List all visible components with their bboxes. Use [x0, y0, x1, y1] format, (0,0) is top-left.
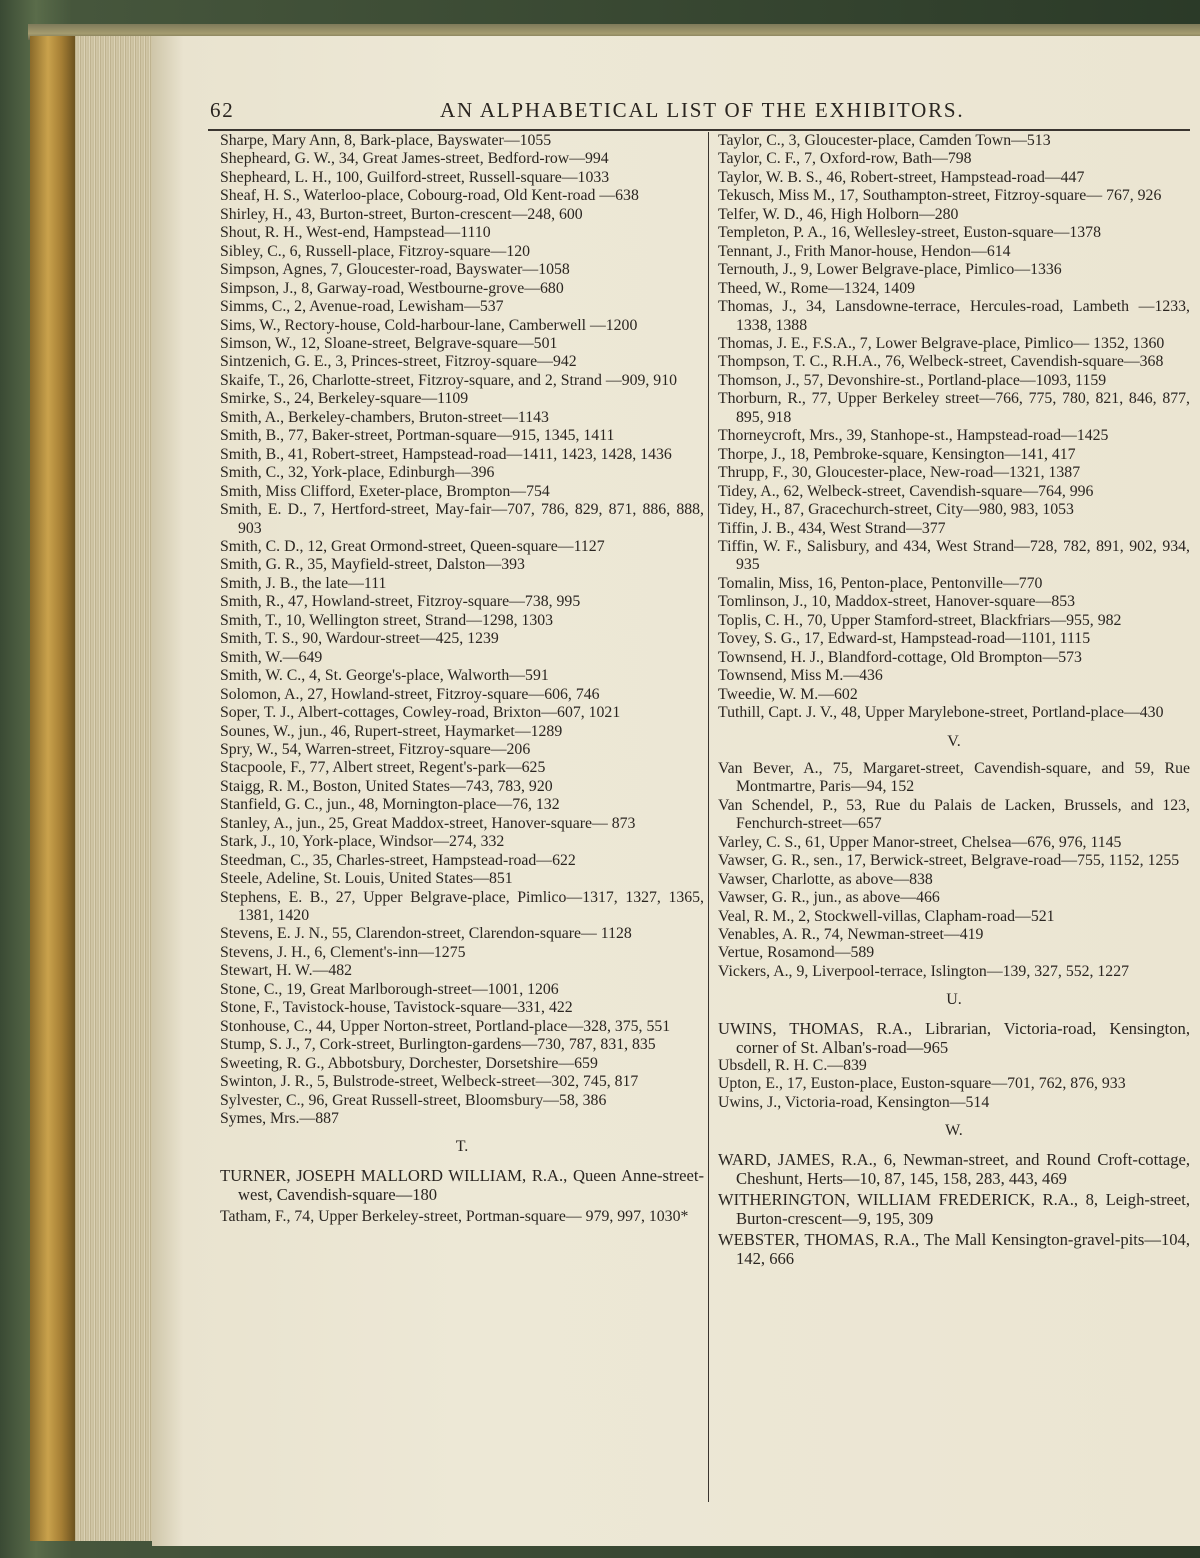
right-entry-list	[718, 132, 1190, 723]
exhibitor-entry: Vickers, A., 9, Liverpool-terrace, Islington—139, 327, 552, 1227	[718, 962, 1130, 980]
column-divider	[708, 132, 709, 1502]
exhibitor-entry: Tovey, S. G., 17, Edward-st, Hampstead-road—1101, 1115	[718, 630, 1091, 648]
notable-entry-uwins: UWINS, THOMAS, R.A., Librarian, Victoria-road, Kensington, corner of St. Alban's-road—965	[718, 1018, 1190, 1057]
exhibitor-entry: Smith, T., 10, Wellington street, Strand—1298, 1303	[220, 611, 554, 629]
exhibitor-entry: Tiffin, W. F., Salisbury, and 434, West Strand—728, 782, 891, 902, 934, 935	[718, 537, 1190, 574]
exhibitor-entry: Simpson, J., 8, Garway-road, Westbourne-grove—680	[220, 279, 564, 297]
exhibitor-entry: Smith, Miss Clifford, Exeter-place, Brompton—754	[220, 482, 550, 500]
exhibitor-entry: Smith, B., 77, Baker-street, Portman-square—915, 1345, 1411	[220, 427, 615, 445]
exhibitor-entry: Shepheard, L. H., 100, Guilford-street, Russell-square—1033	[220, 168, 610, 186]
v-entry-list	[718, 760, 1190, 981]
exhibitor-entry: Thrupp, F., 30, Gloucester-place, New-road—1321, 1387	[718, 464, 1081, 482]
exhibitor-entry: Smith, E. D., 7, Hertford-street, May-fair—707, 786, 829, 871, 886, 888, 903	[220, 501, 704, 537]
exhibitor-entry: Skaife, T., 26, Charlotte-street, Fitzroy-square, and 2, Strand —909, 910	[220, 371, 677, 389]
exhibitor-entry: Tennant, J., Frith Manor-house, Hendon—614	[718, 242, 1011, 260]
exhibitor-entry: Tomalin, Miss, 16, Penton-place, Pentonville—770	[718, 574, 1043, 592]
exhibitor-entry: Vawser, G. R., jun., as above—466	[718, 889, 940, 907]
exhibitor-entry: Smith, C., 32, York-place, Edinburgh—396	[220, 464, 495, 482]
exhibitor-entry: Tiffin, J. B., 434, West Strand—377	[718, 519, 946, 537]
exhibitor-entry: Shepheard, G. W., 34, Great James-street, Bedford-row—994	[220, 150, 609, 168]
exhibitor-entry: Ternouth, J., 9, Lower Belgrave-place, Pimlico—1336	[718, 261, 1062, 279]
exhibitor-entry: Thorburn, R., 77, Upper Berkeley street—766, 775, 780, 821, 846, 877, 895, 918	[718, 390, 1190, 426]
exhibitor-entry: Simms, C., 2, Avenue-road, Lewisham—537	[220, 298, 504, 316]
exhibitor-entry: Smith, B., 41, Robert-street, Hampstead-road—1411, 1423, 1428, 1436	[220, 445, 672, 463]
exhibitor-entry: Tuthill, Capt. J. V., 48, Upper Marylebone-street, Portland-place—430	[718, 704, 1164, 722]
exhibitor-entry: Thorpe, J., 18, Pembroke-square, Kensington—141, 417	[718, 445, 1076, 463]
exhibitor-entry: Smith, W. C., 4, St. George's-place, Walworth—591	[220, 667, 549, 685]
exhibitor-entry: Thompson, T. C., R.H.A., 76, Welbeck-street, Cavendish-square—368	[718, 353, 1164, 371]
exhibitor-entry: WITHERINGTON, WILLIAM FREDERICK, R.A., 8, Leigh-street, Burton-crescent—9, 195, 309	[718, 1189, 1190, 1228]
u-entry-list	[718, 1057, 1190, 1112]
exhibitor-entry: Stanfield, G. C., jun., 48, Mornington-place—76, 132	[220, 796, 560, 814]
exhibitor-entry: Stump, S. J., 7, Cork-street, Burlington-gardens—730, 787, 831, 835	[220, 1036, 656, 1054]
exhibitor-entry: Townsend, H. J., Blandford-cottage, Old Brompton—573	[718, 648, 1082, 666]
exhibitor-entry: Smith, T. S., 90, Wardour-street—425, 1239	[220, 630, 499, 648]
exhibitor-entry: Taylor, W. B. S., 46, Robert-street, Hampstead-road—447	[718, 168, 1085, 186]
exhibitor-entry: Smith, A., Berkeley-chambers, Bruton-street—1143	[220, 408, 549, 426]
exhibitor-entry: Van Bever, A., 75, Margaret-street, Cavendish-square, and 59, Rue Montmartre, Paris—94, 152	[718, 759, 1190, 796]
exhibitor-entry: Vawser, G. R., sen., 17, Berwick-street, Belgrave-road—755, 1152, 1255	[718, 852, 1180, 870]
section-letter-w: W.	[945, 1122, 963, 1140]
exhibitor-entry: Smith, R., 47, Howland-street, Fitzroy-square—738, 995	[220, 593, 581, 611]
exhibitor-entry: Tidey, A., 62, Welbeck-street, Cavendish-square—764, 996	[718, 482, 1094, 500]
exhibitor-entry: Toplis, C. H., 70, Upper Stamford-street, Blackfriars—955, 982	[718, 611, 1122, 629]
w-entry-list	[718, 1150, 1190, 1268]
exhibitor-entry: Staigg, R. M., Boston, United States—743, 783, 920	[220, 777, 553, 795]
exhibitor-entry: Stacpoole, F., 77, Albert street, Regent's-park—625	[220, 759, 546, 777]
t-entry-list	[220, 1208, 704, 1226]
header-rule	[208, 129, 1190, 131]
exhibitor-entry: Vawser, Charlotte, as above—838	[718, 870, 933, 888]
exhibitor-entry: Thomson, J., 57, Devonshire-st., Portland-place—1093, 1159	[718, 371, 1107, 389]
exhibitor-entry: Smith, J. B., the late—111	[220, 574, 387, 592]
exhibitor-entry: Sounes, W., jun., 46, Rupert-street, Haymarket—1289	[220, 722, 563, 740]
exhibitor-entry: Townsend, Miss M.—436	[718, 667, 883, 685]
exhibitor-entry: Sharpe, Mary Ann, 8, Bark-place, Bayswater—1055	[220, 132, 552, 149]
section-letter-t: T.	[455, 1138, 469, 1156]
exhibitor-entry: Thomas, J. E., F.S.A., 7, Lower Belgrave-place, Pimlico— 1352, 1360	[718, 334, 1165, 352]
exhibitor-entry: Sylvester, C., 96, Great Russell-street, Bloomsbury—58, 386	[220, 1091, 607, 1109]
left-column	[220, 132, 704, 1226]
exhibitor-entry: WEBSTER, THOMAS, R.A., The Mall Kensington-gravel-pits—104, 142, 666	[718, 1229, 1190, 1268]
exhibitor-entry: Symes, Mrs.—887	[220, 1110, 339, 1128]
exhibitor-entry: Steele, Adeline, St. Louis, United States—851	[220, 870, 513, 888]
exhibitor-entry: WARD, JAMES, R.A., 6, Newman-street, and Round Croft-cottage, Cheshunt, Herts—10, 87, 145, 158, 283, 443, 469	[718, 1149, 1190, 1188]
running-head: AN ALPHABETICAL LIST OF THE EXHIBITORS.	[440, 98, 965, 122]
exhibitor-entry: Ubsdell, R. H. C.—839	[718, 1056, 867, 1074]
exhibitor-entry: Tatham, F., 74, Upper Berkeley-street, Portman-square— 979, 997, 1030*	[220, 1207, 689, 1225]
exhibitor-entry: Swinton, J. R., 5, Bulstrode-street, Welbeck-street—302, 745, 817	[220, 1073, 639, 1091]
left-entry-list	[220, 132, 704, 1128]
exhibitor-entry: Upton, E., 17, Euston-place, Euston-square—701, 762, 876, 933	[718, 1075, 1126, 1093]
exhibitor-entry: Venables, A. R., 74, Newman-street—419	[718, 926, 984, 944]
exhibitor-entry: Thomas, J., 34, Lansdowne-terrace, Hercules-road, Lambeth —1233, 1338, 1388	[718, 298, 1190, 334]
exhibitor-entry: Smith, G. R., 35, Mayfield-street, Dalston—393	[220, 556, 525, 574]
exhibitor-entry: Veal, R. M., 2, Stockwell-villas, Clapham-road—521	[718, 907, 1055, 925]
exhibitor-entry: Stone, C., 19, Great Marlborough-street—1001, 1206	[220, 980, 559, 998]
page-header	[210, 98, 1190, 128]
exhibitor-entry: Theed, W., Rome—1324, 1409	[718, 279, 916, 297]
exhibitor-entry: Spry, W., 54, Warren-street, Fitzroy-square—206	[220, 740, 531, 758]
exhibitor-entry: Solomon, A., 27, Howland-street, Fitzroy-square—606, 746	[220, 685, 600, 703]
exhibitor-entry: Tweedie, W. M.—602	[718, 685, 858, 703]
exhibitor-entry: Uwins, J., Victoria-road, Kensington—514	[718, 1093, 990, 1111]
exhibitor-entry: Stewart, H. W.—482	[220, 962, 353, 980]
exhibitor-entry: Varley, C. S., 61, Upper Manor-street, Chelsea—676, 976, 1145	[718, 833, 1122, 851]
exhibitor-entry: Stanley, A., jun., 25, Great Maddox-street, Hanover-square— 873	[220, 814, 636, 832]
book-page	[152, 36, 1200, 1546]
exhibitor-entry: Stonhouse, C., 44, Upper Norton-street, Portland-place—328, 375, 551	[220, 1017, 671, 1035]
exhibitor-entry: Simson, W., 12, Sloane-street, Belgrave-square—501	[220, 334, 558, 352]
exhibitor-entry: Steedman, C., 35, Charles-street, Hampstead-road—622	[220, 851, 576, 869]
notable-entry-turner: TURNER, JOSEPH MALLORD WILLIAM, R.A., Queen Anne-street-west, Cavendish-square—180	[220, 1165, 704, 1204]
exhibitor-entry: Sintzenich, G. E., 3, Princes-street, Fitzroy-square—942	[220, 353, 577, 371]
exhibitor-entry: Smith, C. D., 12, Great Ormond-street, Queen-square—1127	[220, 537, 605, 555]
exhibitor-entry: Sheaf, H. S., Waterloo-place, Cobourg-road, Old Kent-road —638	[220, 187, 639, 205]
exhibitor-entry: Shout, R. H., West-end, Hampstead—1110	[220, 224, 491, 242]
exhibitor-entry: Tomlinson, J., 10, Maddox-street, Hanover-square—853	[718, 593, 1076, 611]
exhibitor-entry: Smirke, S., 24, Berkeley-square—1109	[220, 390, 469, 408]
exhibitor-entry: Taylor, C., 3, Gloucester-place, Camden Town—513	[718, 132, 1051, 149]
exhibitor-entry: Thorneycroft, Mrs., 39, Stanhope-st., Hampstead-road—1425	[718, 427, 1109, 445]
exhibitor-entry: Taylor, C. F., 7, Oxford-row, Bath—798	[718, 150, 972, 168]
exhibitor-entry: Stark, J., 10, York-place, Windsor—274, 332	[220, 833, 505, 851]
section-letter-v: V.	[947, 732, 961, 750]
exhibitor-entry: Shirley, H., 43, Burton-street, Burton-crescent—248, 600	[220, 205, 583, 223]
exhibitor-entry: Sibley, C., 6, Russell-place, Fitzroy-square—120	[220, 242, 531, 260]
section-letter-u: U.	[946, 991, 962, 1009]
gilt-edge	[30, 36, 75, 1541]
exhibitor-entry: Sims, W., Rectory-house, Cold-harbour-lane, Camberwell —1200	[220, 316, 638, 334]
exhibitor-entry: Smith, W.—649	[220, 648, 323, 666]
exhibitor-entry: Templeton, P. A., 16, Wellesley-street, Euston-square—1378	[718, 224, 1101, 242]
exhibitor-entry: Soper, T. J., Albert-cottages, Cowley-road, Brixton—607, 1021	[220, 704, 621, 722]
right-column	[718, 132, 1190, 1268]
exhibitor-entry: Stone, F., Tavistock-house, Tavistock-square—331, 422	[220, 999, 573, 1017]
exhibitor-entry: Vertue, Rosamond—589	[718, 944, 875, 962]
page-number: 62	[210, 98, 235, 122]
exhibitor-entry: Stephens, E. B., 27, Upper Belgrave-place, Pimlico—1317, 1327, 1365, 1381, 1420	[220, 888, 704, 925]
exhibitor-entry: Stevens, E. J. N., 55, Clarendon-street, Clarendon-square— 1128	[220, 925, 632, 943]
exhibitor-entry: Tidey, H., 87, Gracechurch-street, City—980, 983, 1053	[718, 501, 1074, 519]
exhibitor-entry: Simpson, Agnes, 7, Gloucester-road, Bayswater—1058	[220, 261, 570, 279]
exhibitor-entry: Stevens, J. H., 6, Clement's-inn—1275	[220, 943, 466, 961]
exhibitor-entry: Van Schendel, P., 53, Rue du Palais de Lacken, Brussels, and 123, Fenchurch-street—657	[718, 796, 1190, 833]
exhibitor-entry: Telfer, W. D., 46, High Holborn—280	[718, 205, 959, 223]
exhibitor-entry: Tekusch, Miss M., 17, Southampton-street, Fitzroy-square— 767, 926	[718, 187, 1162, 205]
exhibitor-entry: Sweeting, R. G., Abbotsbury, Dorchester, Dorsetshire—659	[220, 1054, 598, 1072]
